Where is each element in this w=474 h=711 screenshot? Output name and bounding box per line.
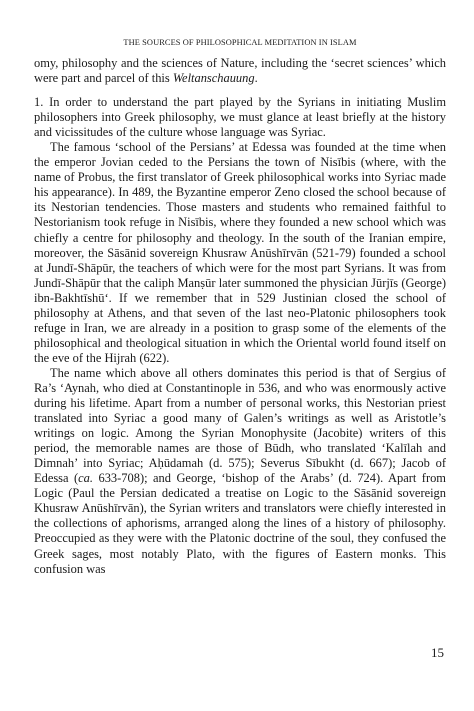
section-1-paragraph: 1. In order to understand the part played by the Syrians in initiating Muslim philosophers into Greek philosophy, we must glance at least briefly at the history and vicissitudes of the culture whose language was Syriac. bbox=[34, 95, 446, 140]
paragraph-text: . bbox=[254, 71, 258, 86]
emphasized-term: ca. bbox=[78, 471, 94, 486]
paragraph-text: omy, philosophy and the sciences of Nature, including the ‘secret sciences’ which were part and parcel of this bbox=[34, 56, 446, 86]
book-page bbox=[34, 38, 446, 577]
emphasized-term: Weltanschauung bbox=[172, 71, 255, 86]
sergius-paragraph bbox=[34, 366, 446, 577]
running-head: THE SOURCES OF PHILOSOPHICAL MEDITATION IN ISLAM bbox=[123, 38, 357, 47]
page-number: 15 bbox=[431, 645, 444, 660]
paragraph-text: The name which above all others dominates this period is that of Sergius of Ra’s ‘Aynah, who died at Constantinople in 536, and who was enormously active during his lifetime. Apart from a number of personal works, this Nestorian priest translated into Syriac a good many of Galen’s writings as well as Aristotle’s writings on logic. Among the Syrian Monophysite (Jacobite) writers of this period, the memorable names are those of Būdh, who translated ‘Kalīlah and Dimnah’ into Syriac; Aḥūdamah (d. 575); Severus Sībukht (d. 667); Jacob of Edessa ( bbox=[34, 365, 446, 486]
school-history-paragraph: The famous ‘school of the Persians’ at Edessa was founded at the time when the emperor Jovian ceded to the Persians the town of Nisībis (where, with the name of Probus, the first translator of Greek philosophical works into Syriac made his appearance). In 489, the Byzantine emperor Zeno closed the school because of its Nestorian tendencies. Those masters and students who remained faithful to Nestorianism took refuge in Nisībis, where they founded a new school which was chiefly a centre for philosophy and theology. In the south of the Iranian empire, moreover, the Sāsānid sovereign Khusraw Anūshīrvān (521-79) founded a school at Jundī-Shāpūr, the teachers of which were for the most part Syrians. It was from Jundī-Shāpūr that the caliph Manṣūr later summoned the physician Jūrjīs (George) ibn-Bakhtīshū‘. If we remember that in 529 Justinian closed the school of philosophy at Athens, and that seven of the last neo-Platonic philosophers took refuge in Iran, we are already in a position to grasp some of the elements of the philosophical and theological situation in which the Oriental world found itself on the eve of the Hijrah (622). bbox=[34, 140, 446, 365]
paragraph-text: 633-708); and George, ‘bishop of the Arabs’ (d. 724). Apart from Logic (Paul the Persian dedicated a treatise on Logic to the Sāsānid sovereign Khusraw Anūshīrvān), the Syrian writers and translators were chiefly interested in the collections of aphorisms, arranged along the lines of a history of philosophy. Preoccupied as they were with the Platonic doctrine of the soul, they confused the Greek sages, most notably Plato, with the figures of Eastern monks. This confusion was bbox=[34, 471, 446, 576]
continued-paragraph bbox=[34, 56, 446, 86]
